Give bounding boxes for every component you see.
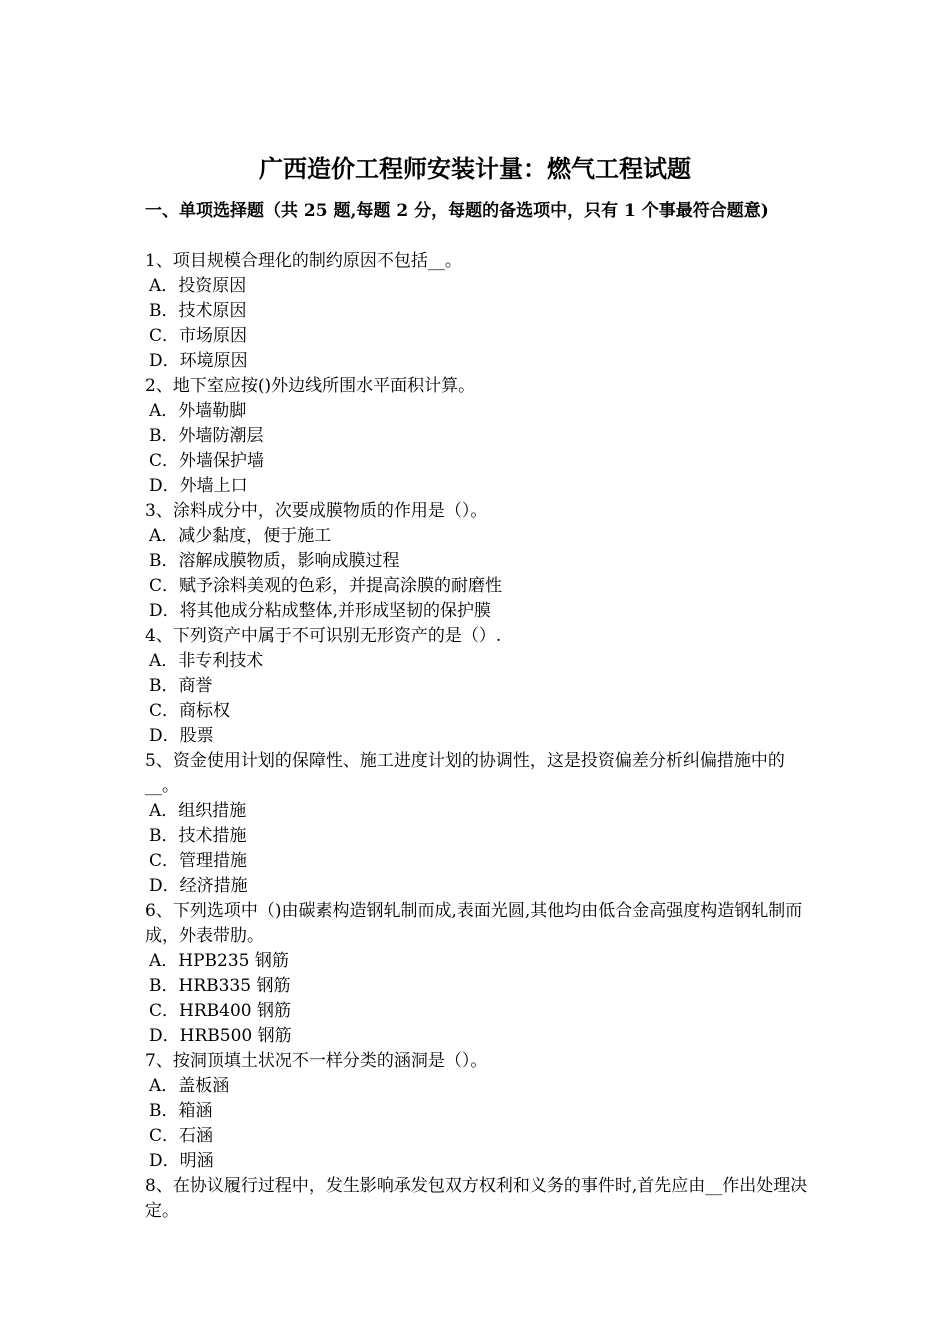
answer-option: C．外墙保护墙 [149, 451, 265, 471]
answer-option: D．HRB500 钢筋 [149, 1026, 292, 1046]
question-stem: 4、下列资产中属于不可识别无形资产的是（）. [145, 626, 502, 646]
answer-option: C．HRB400 钢筋 [149, 1001, 291, 1021]
answer-option: C．商标权 [149, 701, 231, 721]
answer-option: B．技术措施 [149, 826, 247, 846]
answer-option: A．盖板涵 [149, 1076, 230, 1096]
question-block [145, 624, 810, 749]
question-stem: 1、项目规模合理化的制约原因不包括__。 [145, 251, 462, 271]
answer-option: B．技术原因 [149, 301, 247, 321]
question-block [145, 1049, 810, 1174]
answer-option: C．石涵 [149, 1126, 214, 1146]
question-block [145, 749, 810, 899]
question-block [145, 249, 810, 374]
answer-option: D．股票 [149, 726, 214, 746]
answer-option: D．将其他成分粘成整体,并形成坚韧的保护膜 [149, 601, 492, 621]
answer-option: C．市场原因 [149, 326, 248, 346]
answer-option: B．HRB335 钢筋 [149, 976, 291, 996]
answer-option: A．HPB235 钢筋 [149, 951, 289, 971]
question-stem: 6、下列选项中（)由碳素构造钢轧制而成,表面光圆,其他均由低合金高强度构造钢轧制而成，外表带肋。 [145, 901, 803, 946]
answer-option: A．投资原因 [149, 276, 247, 296]
question-stem: 8、在协议履行过程中，发生影响承发包双方权利和义务的事件时,首先应由__作出处理决定。 [145, 1176, 808, 1221]
question-block [145, 499, 810, 624]
answer-option: D．经济措施 [149, 876, 248, 896]
question-block [145, 374, 810, 499]
question-stem: 5、资金使用计划的保障性、施工进度计划的协调性，这是投资偏差分析纠偏措施中的__。 [145, 751, 785, 796]
answer-option: D．外墙上口 [149, 476, 248, 496]
document-title: 广西造价工程师安装计量：燃气工程试题 [259, 154, 691, 183]
answer-option: B．溶解成膜物质，影响成膜过程 [149, 551, 400, 571]
section-header: 一、单项选择题（共 25 题,每题 2 分，每题的备选项中，只有 1 个事最符合题意) [145, 201, 769, 221]
question-stem: 3、涂料成分中，次要成膜物质的作用是（）。 [145, 501, 488, 521]
answer-option: A．外墙勒脚 [149, 401, 247, 421]
answer-option: B．箱涵 [149, 1101, 213, 1121]
answer-option: C．赋予涂料美观的色彩，并提高涂膜的耐磨性 [149, 576, 503, 596]
answer-option: A．非专利技术 [149, 651, 264, 671]
answer-option: D．明涵 [149, 1151, 214, 1171]
answer-option: A．组织措施 [149, 801, 247, 821]
answer-option: B．外墙防潮层 [149, 426, 264, 446]
question-stem: 2、地下室应按()外边线所围水平面积计算。 [145, 376, 476, 396]
question-stem: 7、按洞顶填土状况不一样分类的涵洞是（）。 [145, 1051, 488, 1071]
question-block [145, 899, 810, 1049]
question-block [145, 1174, 810, 1224]
question-list [145, 249, 810, 1224]
answer-option: C．管理措施 [149, 851, 248, 871]
answer-option: D．环境原因 [149, 351, 248, 371]
answer-option: B．商誉 [149, 676, 213, 696]
answer-option: A．减少黏度，便于施工 [149, 526, 332, 546]
